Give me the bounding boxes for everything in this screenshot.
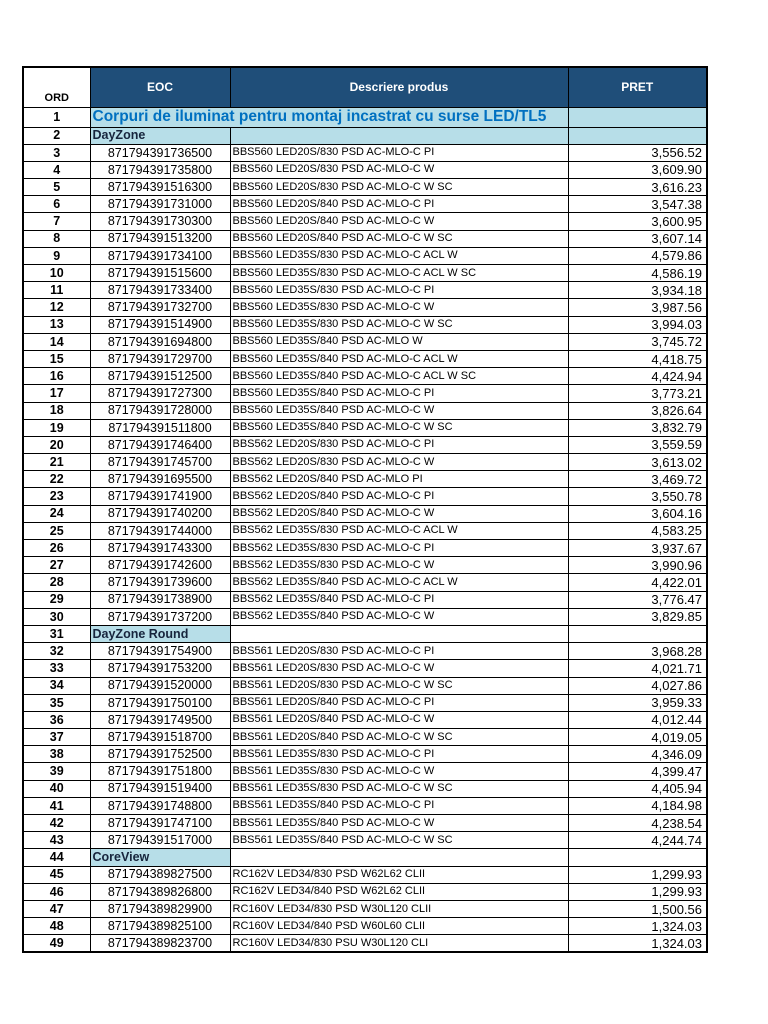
description-cell: BBS561 LED20S/840 PSD AC-MLO-C PI (230, 694, 568, 711)
ord-cell: 4 (23, 161, 90, 178)
eoc-cell: 871794391740200 (90, 505, 230, 522)
price-cell: 3,469.72 (568, 471, 707, 488)
table-row (23, 522, 707, 539)
ord-cell: 9 (23, 247, 90, 264)
table-row (23, 574, 707, 591)
table-row (23, 918, 707, 935)
price-cell (568, 107, 707, 127)
price-cell: 3,547.38 (568, 196, 707, 213)
section-label: DayZone Round (90, 625, 230, 642)
ord-cell: 28 (23, 574, 90, 591)
ord-cell: 20 (23, 436, 90, 453)
table-row (23, 247, 707, 264)
category-title: Corpuri de iluminat pentru montaj incastrat cu surse LED/TL5 (90, 107, 568, 127)
eoc-cell: 871794391520000 (90, 677, 230, 694)
eoc-cell: 871794391728000 (90, 402, 230, 419)
description-cell (230, 625, 568, 642)
ord-cell: 47 (23, 900, 90, 917)
price-cell: 1,324.03 (568, 935, 707, 952)
price-cell: 3,829.85 (568, 608, 707, 625)
table-row (23, 299, 707, 316)
eoc-cell: 871794391749500 (90, 711, 230, 728)
ord-cell: 3 (23, 144, 90, 161)
description-cell: BBS562 LED35S/840 PSD AC-MLO-C ACL W (230, 574, 568, 591)
price-cell: 3,934.18 (568, 282, 707, 299)
table-row (23, 935, 707, 952)
ord-cell: 2 (23, 127, 90, 144)
description-cell: BBS562 LED20S/830 PSD AC-MLO-C PI (230, 436, 568, 453)
table-row (23, 883, 707, 900)
price-cell: 4,579.86 (568, 247, 707, 264)
table-row (23, 505, 707, 522)
description-cell: BBS560 LED35S/840 PSD AC-MLO-C W SC (230, 419, 568, 436)
ord-cell: 22 (23, 471, 90, 488)
price-cell: 3,604.16 (568, 505, 707, 522)
table-row (23, 815, 707, 832)
price-cell: 4,583.25 (568, 522, 707, 539)
eoc-cell: 871794391730300 (90, 213, 230, 230)
price-cell: 4,346.09 (568, 746, 707, 763)
description-cell (230, 849, 568, 866)
eoc-cell: 871794391727300 (90, 385, 230, 402)
description-cell: BBS561 LED20S/830 PSD AC-MLO-C PI (230, 643, 568, 660)
description-cell: BBS560 LED20S/840 PSD AC-MLO-C W SC (230, 230, 568, 247)
price-cell: 3,994.03 (568, 316, 707, 333)
ord-cell: 18 (23, 402, 90, 419)
description-cell: BBS561 LED35S/830 PSD AC-MLO-C PI (230, 746, 568, 763)
header-ord: ORD (23, 67, 90, 107)
price-cell: 4,012.44 (568, 711, 707, 728)
eoc-cell: 871794391516300 (90, 179, 230, 196)
eoc-cell: 871794391748800 (90, 797, 230, 814)
eoc-cell: 871794391745700 (90, 454, 230, 471)
table-row (23, 230, 707, 247)
description-cell: BBS561 LED35S/830 PSD AC-MLO-C W SC (230, 780, 568, 797)
price-cell: 3,968.28 (568, 643, 707, 660)
price-cell: 3,773.21 (568, 385, 707, 402)
eoc-cell: 871794391733400 (90, 282, 230, 299)
ord-cell: 16 (23, 368, 90, 385)
eoc-cell: 871794391517000 (90, 832, 230, 849)
description-cell: BBS560 LED35S/840 PSD AC-MLO-C W (230, 402, 568, 419)
table-row (23, 540, 707, 557)
table-row (23, 316, 707, 333)
description-cell: BBS560 LED35S/840 PSD AC-MLO-C ACL W SC (230, 368, 568, 385)
ord-cell: 45 (23, 866, 90, 883)
section-row (23, 849, 707, 866)
eoc-cell: 871794391739600 (90, 574, 230, 591)
ord-cell: 44 (23, 849, 90, 866)
table-row (23, 677, 707, 694)
price-cell: 3,745.72 (568, 333, 707, 350)
ord-cell: 43 (23, 832, 90, 849)
description-cell: BBS562 LED20S/840 PSD AC-MLO PI (230, 471, 568, 488)
price-cell: 3,937.67 (568, 540, 707, 557)
ord-cell: 21 (23, 454, 90, 471)
eoc-cell: 871794391519400 (90, 780, 230, 797)
ord-cell: 33 (23, 660, 90, 677)
table-row (23, 591, 707, 608)
table-row (23, 179, 707, 196)
description-cell: BBS561 LED35S/840 PSD AC-MLO-C W SC (230, 832, 568, 849)
eoc-cell: 871794389825100 (90, 918, 230, 935)
ord-cell: 46 (23, 883, 90, 900)
eoc-cell: 871794391744000 (90, 522, 230, 539)
description-cell: BBS560 LED35S/830 PSD AC-MLO-C ACL W (230, 247, 568, 264)
ord-cell: 36 (23, 711, 90, 728)
description-cell: BBS561 LED35S/840 PSD AC-MLO-C W (230, 815, 568, 832)
table-row (23, 350, 707, 367)
ord-cell: 39 (23, 763, 90, 780)
header-row (23, 67, 707, 107)
description-cell: RC160V LED34/830 PSU W30L120 CLI (230, 935, 568, 952)
table-row (23, 333, 707, 350)
ord-cell: 29 (23, 591, 90, 608)
ord-cell: 25 (23, 522, 90, 539)
eoc-cell: 871794391512500 (90, 368, 230, 385)
table-row (23, 780, 707, 797)
eoc-cell: 871794391751800 (90, 763, 230, 780)
ord-cell: 5 (23, 179, 90, 196)
table-row (23, 866, 707, 883)
ord-cell: 12 (23, 299, 90, 316)
ord-cell: 24 (23, 505, 90, 522)
description-cell: BBS560 LED35S/840 PSD AC-MLO-C ACL W (230, 350, 568, 367)
ord-cell: 8 (23, 230, 90, 247)
eoc-cell: 871794391518700 (90, 729, 230, 746)
ord-cell: 19 (23, 419, 90, 436)
description-cell: BBS560 LED35S/830 PSD AC-MLO-C ACL W SC (230, 265, 568, 282)
table-row (23, 832, 707, 849)
eoc-cell: 871794391731000 (90, 196, 230, 213)
eoc-cell: 871794391747100 (90, 815, 230, 832)
table-row (23, 763, 707, 780)
table-row (23, 746, 707, 763)
ord-cell: 32 (23, 643, 90, 660)
description-cell: RC160V LED34/840 PSD W60L60 CLII (230, 918, 568, 935)
description-cell (230, 127, 568, 144)
section-row (23, 625, 707, 642)
description-cell: BBS560 LED20S/840 PSD AC-MLO-C W (230, 213, 568, 230)
price-cell: 4,399.47 (568, 763, 707, 780)
description-cell: BBS560 LED35S/840 PSD AC-MLO W (230, 333, 568, 350)
description-cell: BBS561 LED20S/830 PSD AC-MLO-C W (230, 660, 568, 677)
ord-cell: 42 (23, 815, 90, 832)
ord-cell: 10 (23, 265, 90, 282)
eoc-cell: 871794391750100 (90, 694, 230, 711)
header-eoc: EOC (90, 67, 230, 107)
table-row (23, 608, 707, 625)
table-body (23, 107, 707, 952)
eoc-cell: 871794389823700 (90, 935, 230, 952)
table-row (23, 471, 707, 488)
description-cell: BBS562 LED35S/830 PSD AC-MLO-C ACL W (230, 522, 568, 539)
description-cell: BBS560 LED35S/830 PSD AC-MLO-C W (230, 299, 568, 316)
price-cell: 4,027.86 (568, 677, 707, 694)
ord-cell: 31 (23, 625, 90, 642)
table-row (23, 454, 707, 471)
description-cell: RC162V LED34/840 PSD W62L62 CLII (230, 883, 568, 900)
table-row (23, 265, 707, 282)
ord-cell: 49 (23, 935, 90, 952)
section-label: DayZone (90, 127, 230, 144)
description-cell: BBS561 LED35S/840 PSD AC-MLO-C PI (230, 797, 568, 814)
price-cell: 1,299.93 (568, 883, 707, 900)
table-row (23, 711, 707, 728)
ord-cell: 6 (23, 196, 90, 213)
eoc-cell: 871794391738900 (90, 591, 230, 608)
table-row (23, 161, 707, 178)
eoc-cell: 871794391729700 (90, 350, 230, 367)
table-row (23, 368, 707, 385)
ord-cell: 26 (23, 540, 90, 557)
description-cell: BBS560 LED20S/830 PSD AC-MLO-C PI (230, 144, 568, 161)
description-cell: BBS560 LED20S/840 PSD AC-MLO-C PI (230, 196, 568, 213)
price-cell (568, 127, 707, 144)
ord-cell: 48 (23, 918, 90, 935)
eoc-cell: 871794391695500 (90, 471, 230, 488)
price-cell: 1,324.03 (568, 918, 707, 935)
eoc-cell: 871794391746400 (90, 436, 230, 453)
price-table (22, 66, 708, 953)
eoc-cell: 871794391515600 (90, 265, 230, 282)
table-row (23, 660, 707, 677)
table-row (23, 488, 707, 505)
table-row (23, 419, 707, 436)
price-cell: 3,990.96 (568, 557, 707, 574)
table-row (23, 643, 707, 660)
description-cell: BBS562 LED20S/840 PSD AC-MLO-C W (230, 505, 568, 522)
ord-cell: 41 (23, 797, 90, 814)
description-cell: BBS562 LED35S/840 PSD AC-MLO-C W (230, 608, 568, 625)
ord-cell: 27 (23, 557, 90, 574)
description-cell: BBS562 LED35S/830 PSD AC-MLO-C PI (230, 540, 568, 557)
price-cell: 4,244.74 (568, 832, 707, 849)
price-cell: 3,607.14 (568, 230, 707, 247)
price-cell: 4,586.19 (568, 265, 707, 282)
price-cell: 4,021.71 (568, 660, 707, 677)
category-title-row (23, 107, 707, 127)
description-cell: BBS560 LED20S/830 PSD AC-MLO-C W SC (230, 179, 568, 196)
eoc-cell: 871794391743300 (90, 540, 230, 557)
description-cell: BBS562 LED35S/840 PSD AC-MLO-C PI (230, 591, 568, 608)
ord-cell: 15 (23, 350, 90, 367)
description-cell: BBS561 LED20S/840 PSD AC-MLO-C W (230, 711, 568, 728)
eoc-cell: 871794391754900 (90, 643, 230, 660)
header-price: PRET (568, 67, 707, 107)
description-cell: BBS560 LED35S/830 PSD AC-MLO-C W SC (230, 316, 568, 333)
price-cell: 3,609.90 (568, 161, 707, 178)
eoc-cell: 871794391514900 (90, 316, 230, 333)
eoc-cell: 871794391753200 (90, 660, 230, 677)
description-cell: BBS561 LED20S/840 PSD AC-MLO-C W SC (230, 729, 568, 746)
price-cell: 3,959.33 (568, 694, 707, 711)
table-row (23, 282, 707, 299)
price-cell: 4,238.54 (568, 815, 707, 832)
table-row (23, 213, 707, 230)
price-cell: 1,299.93 (568, 866, 707, 883)
table-row (23, 402, 707, 419)
eoc-cell: 871794389829900 (90, 900, 230, 917)
eoc-cell: 871794391736500 (90, 144, 230, 161)
table-row (23, 797, 707, 814)
ord-cell: 14 (23, 333, 90, 350)
price-cell (568, 625, 707, 642)
eoc-cell: 871794391694800 (90, 333, 230, 350)
price-cell: 3,826.64 (568, 402, 707, 419)
price-cell: 3,616.23 (568, 179, 707, 196)
ord-cell: 23 (23, 488, 90, 505)
table-row (23, 694, 707, 711)
table-row (23, 436, 707, 453)
eoc-cell: 871794391513200 (90, 230, 230, 247)
price-cell (568, 849, 707, 866)
description-cell: BBS562 LED20S/830 PSD AC-MLO-C W (230, 454, 568, 471)
table-row (23, 385, 707, 402)
ord-cell: 17 (23, 385, 90, 402)
description-cell: BBS561 LED20S/830 PSD AC-MLO-C W SC (230, 677, 568, 694)
section-label: CoreView (90, 849, 230, 866)
price-cell: 3,550.78 (568, 488, 707, 505)
price-cell: 4,184.98 (568, 797, 707, 814)
eoc-cell: 871794391741900 (90, 488, 230, 505)
ord-cell: 37 (23, 729, 90, 746)
eoc-cell: 871794391737200 (90, 608, 230, 625)
price-cell: 3,600.95 (568, 213, 707, 230)
price-cell: 4,422.01 (568, 574, 707, 591)
ord-cell: 30 (23, 608, 90, 625)
ord-cell: 38 (23, 746, 90, 763)
table-row (23, 144, 707, 161)
ord-cell: 40 (23, 780, 90, 797)
description-cell: BBS560 LED35S/840 PSD AC-MLO-C PI (230, 385, 568, 402)
eoc-cell: 871794389827500 (90, 866, 230, 883)
ord-cell: 11 (23, 282, 90, 299)
description-cell: BBS560 LED20S/830 PSD AC-MLO-C W (230, 161, 568, 178)
ord-cell: 7 (23, 213, 90, 230)
price-cell: 4,019.05 (568, 729, 707, 746)
header-description: Descriere produs (230, 67, 568, 107)
description-cell: BBS560 LED35S/830 PSD AC-MLO-C PI (230, 282, 568, 299)
ord-cell: 1 (23, 107, 90, 127)
ord-cell: 34 (23, 677, 90, 694)
description-cell: RC162V LED34/830 PSD W62L62 CLII (230, 866, 568, 883)
eoc-cell: 871794391742600 (90, 557, 230, 574)
eoc-cell: 871794389826800 (90, 883, 230, 900)
price-cell: 3,613.02 (568, 454, 707, 471)
table-row (23, 729, 707, 746)
eoc-cell: 871794391752500 (90, 746, 230, 763)
section-row (23, 127, 707, 144)
ord-cell: 35 (23, 694, 90, 711)
table-row (23, 196, 707, 213)
price-cell: 3,556.52 (568, 144, 707, 161)
ord-cell: 13 (23, 316, 90, 333)
table-row (23, 900, 707, 917)
eoc-cell: 871794391732700 (90, 299, 230, 316)
description-cell: RC160V LED34/830 PSD W30L120 CLII (230, 900, 568, 917)
description-cell: BBS562 LED20S/840 PSD AC-MLO-C PI (230, 488, 568, 505)
price-cell: 3,559.59 (568, 436, 707, 453)
price-cell: 3,776.47 (568, 591, 707, 608)
price-cell: 1,500.56 (568, 900, 707, 917)
price-cell: 3,832.79 (568, 419, 707, 436)
eoc-cell: 871794391735800 (90, 161, 230, 178)
description-cell: BBS561 LED35S/830 PSD AC-MLO-C W (230, 763, 568, 780)
description-cell: BBS562 LED35S/830 PSD AC-MLO-C W (230, 557, 568, 574)
eoc-cell: 871794391511800 (90, 419, 230, 436)
table-row (23, 557, 707, 574)
price-cell: 4,424.94 (568, 368, 707, 385)
price-cell: 3,987.56 (568, 299, 707, 316)
eoc-cell: 871794391734100 (90, 247, 230, 264)
price-cell: 4,418.75 (568, 350, 707, 367)
price-cell: 4,405.94 (568, 780, 707, 797)
